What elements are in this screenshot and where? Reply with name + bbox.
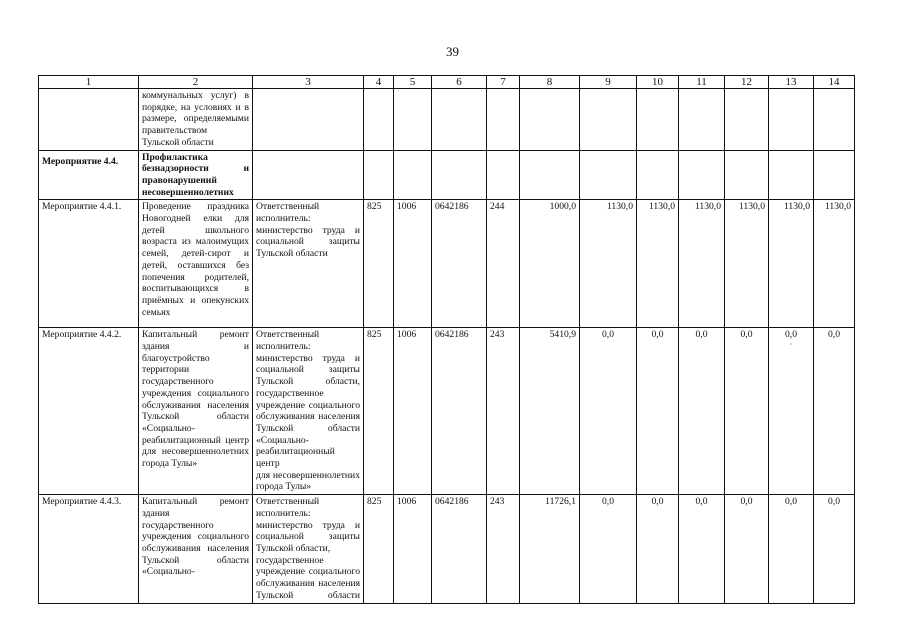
header-cell: 7 — [487, 76, 520, 89]
cell-c12: 0,0 — [725, 328, 769, 495]
cell-c14: 0,0 — [814, 328, 855, 495]
description-cell — [139, 150, 253, 200]
text-line: учреждение социального — [256, 566, 360, 578]
text-line: правонарушений — [142, 174, 217, 186]
cell — [637, 89, 679, 151]
text-line: министерство труда и — [256, 352, 360, 364]
text-line: Тульской области — [256, 248, 328, 260]
text-line: обслуживания населения — [142, 542, 249, 554]
text-line: Капитальный ремонт — [142, 496, 249, 508]
text-line: учреждения социального — [142, 387, 249, 399]
header-cell: 13 — [769, 76, 814, 89]
table-row-4-4-1 — [39, 200, 855, 328]
text-line: Ответственный — [256, 201, 320, 213]
text-line: Тульской области, — [256, 376, 360, 388]
cell — [432, 89, 487, 151]
text-line: Ответственный — [256, 329, 320, 341]
text-line: учреждение социального — [256, 399, 360, 411]
executor-cell — [253, 200, 364, 328]
text-line: здания и — [142, 341, 249, 353]
cell-c12: 1130,0 — [725, 200, 769, 328]
executor-cell — [253, 495, 364, 603]
header-cell: 8 — [520, 76, 580, 89]
text-line: территории — [142, 364, 190, 376]
cell-c6: 0642186 — [432, 495, 487, 603]
table-row-4-4 — [39, 150, 855, 200]
cell-c9: 1130,0 — [580, 200, 637, 328]
cell — [394, 89, 432, 151]
cell-c11: 0,0 — [679, 495, 725, 603]
text-line: социальной защиты — [256, 531, 360, 543]
text-line: коммунальных услуг) в — [142, 90, 249, 101]
table-row-4-4-3 — [39, 495, 855, 603]
cell — [394, 150, 432, 200]
cell — [364, 89, 394, 151]
cell-c8: 1000,0 — [520, 200, 580, 328]
text-line: порядке, на условиях и в — [142, 101, 249, 113]
cell — [364, 150, 394, 200]
text-line: возраста из малоимущих — [142, 236, 249, 248]
text-line: приёмных и опекунских — [142, 294, 249, 306]
table-row-4-4-2 — [39, 328, 855, 495]
cell — [814, 150, 855, 200]
cell-c14: 1130,0 — [814, 200, 855, 328]
cell-c5: 1006 — [394, 495, 432, 603]
cell — [253, 89, 364, 151]
measure-id-cell: Мероприятие 4.4.2. — [39, 328, 139, 495]
text-line: «Социально- — [142, 566, 195, 578]
header-cell: 5 — [394, 76, 432, 89]
cell-c9: 0,0 — [580, 328, 637, 495]
description-cell — [139, 495, 253, 603]
text-line: Капитальный ремонт — [142, 329, 249, 341]
cell-c4: 825 — [364, 200, 394, 328]
text-line: исполнитель: — [256, 341, 311, 353]
text-line: Новогодней елки для — [142, 213, 249, 225]
cell — [769, 89, 814, 151]
text-line: исполнитель: — [256, 507, 311, 519]
text-line: «Социально- — [256, 434, 309, 446]
header-cell: 12 — [725, 76, 769, 89]
text-line: Тульской области — [142, 411, 249, 423]
header-cell: 14 — [814, 76, 855, 89]
text-line: города Тулы» — [256, 481, 312, 493]
cell-c5: 1006 — [394, 200, 432, 328]
text-line: Тульской области — [256, 422, 360, 434]
description-cell — [139, 89, 253, 151]
text-line: обслуживания населения — [256, 578, 360, 590]
text-line: города Тулы» — [142, 458, 198, 470]
measure-id-cell: Мероприятие 4.4. — [39, 150, 139, 200]
cell-c6: 0642186 — [432, 328, 487, 495]
text-line: государственное — [256, 554, 324, 566]
cell — [769, 150, 814, 200]
text-line: семьях — [142, 306, 171, 318]
cell — [814, 89, 855, 151]
header-cell: 6 — [432, 76, 487, 89]
executor-cell — [253, 328, 364, 495]
cell-c10: 0,0 — [637, 328, 679, 495]
cell-c13: 0,0 — [769, 495, 814, 603]
text-line: Ответственный — [256, 496, 320, 508]
text-line: Профилактика — [142, 151, 208, 163]
header-cell: 2 — [139, 76, 253, 89]
cell-c14: 0,0 — [814, 495, 855, 603]
text-line: государственного — [142, 519, 214, 531]
header-cell: 1 — [39, 76, 139, 89]
cell — [580, 150, 637, 200]
header-cell: 3 — [253, 76, 364, 89]
header-cell: 11 — [679, 76, 725, 89]
text-line: детей школьного — [142, 224, 249, 236]
cell-c13: 1130,0 — [769, 200, 814, 328]
text-line: воспитывающихся в — [142, 283, 249, 295]
text-line: безнадзорности и — [142, 163, 249, 175]
cell — [520, 150, 580, 200]
text-line: размере, определяемыми — [142, 113, 249, 125]
cell — [679, 89, 725, 151]
measure-id-cell: Мероприятие 4.4.1. — [39, 200, 139, 328]
cell — [432, 150, 487, 200]
text-line: учреждения социального — [142, 531, 249, 543]
header-row — [39, 76, 855, 89]
cell-c11: 1130,0 — [679, 200, 725, 328]
cell-c8: 5410,9 — [520, 328, 580, 495]
cell-c8: 11726,1 — [520, 495, 580, 603]
text-line: исполнитель: — [256, 213, 311, 225]
text-line: здания — [142, 507, 170, 519]
cell — [39, 89, 139, 151]
text-line: попечения родителей, — [142, 271, 249, 283]
text-line: социальной защиты — [256, 236, 360, 248]
text-line: для несовершеннолетних — [256, 469, 360, 481]
cell — [580, 89, 637, 151]
text-line: детей, оставшихся без — [142, 259, 249, 271]
cell-c7: 243 — [487, 495, 520, 603]
text-line: обслуживания населения — [142, 399, 249, 411]
text-line: Тульской области — [142, 136, 214, 148]
description-cell — [139, 328, 253, 495]
cell-c13 — [769, 328, 814, 495]
cell — [253, 150, 364, 200]
cell — [679, 150, 725, 200]
header-cell: 10 — [637, 76, 679, 89]
cell-c4: 825 — [364, 328, 394, 495]
text-line: министерство труда и — [256, 519, 360, 531]
text-line: Тульской области, — [256, 542, 331, 554]
text-line: государственное — [256, 387, 324, 399]
text-line: реабилитационный центр — [256, 446, 335, 470]
header-cell: 4 — [364, 76, 394, 89]
text-line: правительством — [142, 125, 208, 137]
value: 0,0 — [785, 329, 797, 341]
cell-c10: 0,0 — [637, 495, 679, 603]
text-line: социальной защиты — [256, 364, 360, 376]
text-line: Проведение праздника — [142, 201, 249, 213]
cell-c4: 825 — [364, 495, 394, 603]
text-line: Тульской области — [142, 554, 249, 566]
page-number: 39 — [446, 44, 459, 59]
measures-table — [38, 75, 855, 604]
text-line: министерство труда и — [256, 224, 360, 236]
text-line: Тульской области — [256, 589, 360, 601]
cell — [520, 89, 580, 151]
cell-c6: 0642186 — [432, 200, 487, 328]
cell — [725, 150, 769, 200]
cell-c9: 0,0 — [580, 495, 637, 603]
text-line: государственного — [142, 376, 214, 388]
ink-dot: · — [789, 340, 793, 350]
cell-c11: 0,0 — [679, 328, 725, 495]
cell — [487, 89, 520, 151]
text-line: реабилитационный центр — [142, 434, 249, 446]
text-line: благоустройство — [142, 352, 210, 364]
text-line: для несовершеннолетних — [142, 446, 249, 458]
cell — [487, 150, 520, 200]
cell — [637, 150, 679, 200]
text-line: несовершеннолетних — [142, 186, 234, 198]
cell-c12: 0,0 — [725, 495, 769, 603]
text-line: «Социально- — [142, 422, 195, 434]
cell-c7: 243 — [487, 328, 520, 495]
table-row-continuation — [39, 89, 855, 151]
header-cell: 9 — [580, 76, 637, 89]
text-line: семей, детей-сирот и — [142, 248, 249, 260]
description-cell — [139, 200, 253, 328]
cell-c7: 244 — [487, 200, 520, 328]
text-line: обслуживания населения — [256, 411, 360, 423]
cell-c10: 1130,0 — [637, 200, 679, 328]
measure-id-cell: Мероприятие 4.4.3. — [39, 495, 139, 603]
cell-c5: 1006 — [394, 328, 432, 495]
cell — [725, 89, 769, 151]
